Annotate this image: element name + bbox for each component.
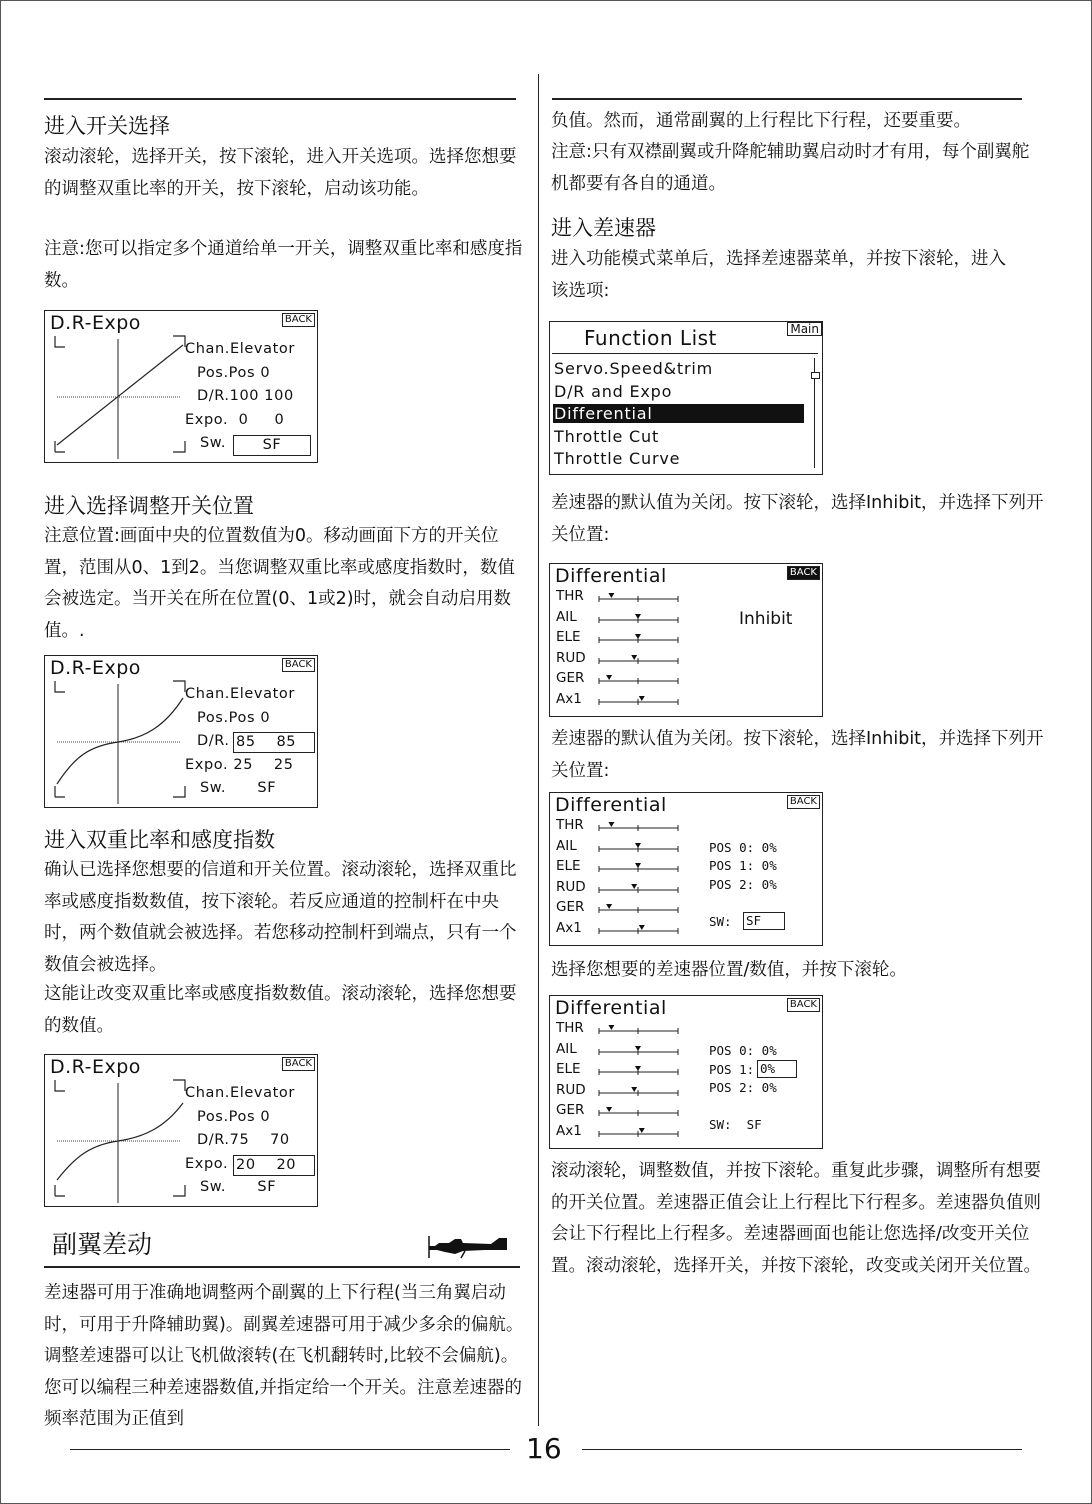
switch-value-box[interactable]: SF bbox=[743, 912, 785, 930]
position-label: Pos.Pos 0 bbox=[197, 365, 271, 381]
slider-marker bbox=[639, 1128, 645, 1133]
channel-slider bbox=[598, 821, 680, 831]
right-top-rule bbox=[552, 98, 1022, 100]
switch-label: SW: bbox=[709, 914, 732, 929]
screen-title: D.R-Expo bbox=[50, 312, 141, 334]
dr-expo-screen-3 bbox=[44, 1054, 318, 1207]
channel-slider bbox=[598, 1127, 680, 1137]
channel-label: GER bbox=[556, 899, 585, 915]
paragraph-adjust-switch-position: 注意位置:画面中央的位置数值为0。移动画面下方的开关位置，范围从0、1到2。当您调整双重比率或感度指数时，数值会被选定。当开关在所在位置(0、1或2)时，就会自动启用数值。. bbox=[44, 526, 515, 641]
screen-title: Differential bbox=[555, 565, 667, 587]
switch-value[interactable]: Sw. SF bbox=[200, 1179, 277, 1195]
channel-slider bbox=[598, 633, 680, 643]
channel-label: AIL bbox=[556, 608, 577, 625]
channel-slider bbox=[598, 924, 680, 934]
differential-screen-3 bbox=[549, 995, 823, 1149]
expo-value[interactable]: Expo. 0 0 bbox=[185, 412, 285, 428]
back-button[interactable]: BACK bbox=[282, 658, 315, 672]
section-rule bbox=[44, 1266, 520, 1268]
channel-slider bbox=[598, 1045, 680, 1055]
airplane-icon bbox=[425, 1232, 511, 1260]
dr-expo-screen-1 bbox=[44, 310, 318, 463]
function-list-screen bbox=[549, 321, 823, 475]
paragraph-enter-differential: 进入功能模式菜单后，选择差速器菜单，并按下滚轮，进入该选项: bbox=[551, 249, 1006, 301]
expo-label: Expo. bbox=[185, 1156, 229, 1172]
channel-label: RUD bbox=[556, 1081, 586, 1098]
channel-label: THR bbox=[556, 588, 584, 604]
paragraph-default-inhibit: 差速器的默认值为关闭。按下滚轮，选择Inhibit，并选择下列开关位置: bbox=[551, 493, 1044, 545]
channel-label: ELE bbox=[556, 858, 581, 874]
column-divider bbox=[538, 74, 539, 1426]
back-button[interactable]: BACK bbox=[282, 313, 315, 327]
differential-screen-1 bbox=[549, 563, 823, 717]
channel-label: Chan.Elevator bbox=[185, 686, 295, 702]
pos-2-value[interactable]: POS 2: 0% bbox=[709, 877, 777, 892]
back-button[interactable]: BACK bbox=[787, 795, 820, 809]
channel-slider bbox=[598, 613, 680, 623]
position-label: Pos.Pos 0 bbox=[197, 710, 271, 726]
slider-marker bbox=[635, 614, 641, 619]
channel-slider bbox=[598, 654, 680, 664]
paragraph-adjust-values: 滚动滚轮，调整数值，并按下滚轮。重复此步骤，调整所有想要的开关位置。差速器正值会让上行程比下行程多。差速器负值则会让下行程比上行程多。差速器画面也能让您选择/改变开关位置。滚动滚轮，选择开关，并按下滚轮，改变或关闭开关位置。 bbox=[551, 1161, 1041, 1276]
channel-slider bbox=[598, 862, 680, 872]
heading-enter-differential: 进入差速器 bbox=[551, 216, 656, 240]
channel-slider bbox=[598, 1086, 680, 1096]
left-top-rule bbox=[44, 98, 516, 100]
channel-label: GER bbox=[556, 670, 585, 686]
back-button[interactable]: BACK bbox=[282, 1057, 315, 1071]
pos-2-value[interactable]: POS 2: 0% bbox=[709, 1080, 777, 1095]
main-button[interactable]: Main bbox=[787, 322, 822, 336]
title-divider bbox=[552, 353, 818, 354]
dr-expo-screen-2 bbox=[44, 655, 318, 808]
back-button[interactable]: BACK bbox=[787, 998, 820, 1012]
slider-marker bbox=[635, 1066, 641, 1071]
paragraph-switch-select: 滚动滚轮，选择开关，按下滚轮，进入开关选项。选择您想要的调整双重比率的开关，按下滚轮，启动该功能。 bbox=[44, 147, 517, 199]
inhibit-status[interactable]: Inhibit bbox=[739, 609, 793, 629]
channel-slider bbox=[598, 674, 680, 684]
slider-marker bbox=[608, 822, 614, 827]
channel-slider bbox=[598, 1065, 680, 1075]
footer-rule-right bbox=[582, 1449, 1022, 1450]
paragraph-negative-values: 负值。然而，通常副翼的上行程比下行程，还要重要。 bbox=[551, 111, 971, 131]
channel-label: AIL bbox=[556, 1040, 577, 1057]
function-list-item[interactable]: Throttle Curve bbox=[554, 449, 681, 468]
channel-label: RUD bbox=[556, 649, 586, 666]
slider-marker bbox=[639, 925, 645, 930]
differential-screen-2 bbox=[549, 792, 823, 946]
dr-label: D/R. bbox=[197, 733, 230, 749]
expo-value[interactable]: Expo. 25 25 bbox=[185, 757, 294, 773]
slider-marker bbox=[635, 863, 641, 868]
screen-title: D.R-Expo bbox=[50, 657, 141, 679]
slider-marker bbox=[608, 1025, 614, 1030]
function-list-item[interactable]: Throttle Cut bbox=[554, 426, 660, 446]
function-list-item[interactable]: D/R and Expo bbox=[554, 381, 673, 401]
paragraph-select-position: 选择您想要的差速器位置/数值，并按下滚轮。 bbox=[551, 960, 907, 980]
channel-slider bbox=[598, 842, 680, 852]
pos-0-value[interactable]: POS 0: 0% bbox=[709, 840, 777, 855]
slider-marker bbox=[635, 1046, 641, 1051]
page-number: 16 bbox=[526, 1432, 562, 1465]
channel-label: ELE bbox=[556, 629, 581, 645]
channel-label: RUD bbox=[556, 878, 586, 895]
slider-marker bbox=[606, 904, 612, 909]
scrollbar-thumb[interactable] bbox=[811, 372, 820, 379]
channel-slider bbox=[598, 695, 680, 705]
dr-value-box[interactable]: 85 85 bbox=[233, 732, 315, 753]
slider-marker bbox=[639, 696, 645, 701]
pos-1-value-box[interactable]: 0% bbox=[757, 1060, 797, 1078]
switch-label: Sw. bbox=[200, 435, 227, 451]
paragraph-dr-expo-2: 这能让改变双重比率或感度指数数值。滚动滚轮，选择您想要的数值。 bbox=[44, 984, 517, 1036]
position-label: Pos.Pos 0 bbox=[197, 1109, 271, 1125]
slider-marker bbox=[608, 593, 614, 598]
heading-switch-select: 进入开关选择 bbox=[44, 114, 170, 138]
pos-1-value[interactable]: POS 1: 0% bbox=[709, 858, 777, 873]
heading-adjust-switch-position: 进入选择调整开关位置 bbox=[44, 494, 254, 518]
screen-title: Function List bbox=[584, 326, 717, 350]
dr-value[interactable]: D/R.100 100 bbox=[197, 388, 294, 404]
channel-label: Chan.Elevator bbox=[185, 341, 295, 357]
screen-title: Differential bbox=[555, 794, 667, 816]
note-switch-select: 注意:您可以指定多个通道给单一开关，调整双重比率和感度指数。 bbox=[44, 239, 523, 291]
slider-marker bbox=[631, 655, 637, 660]
switch-value[interactable]: SW: SF bbox=[709, 1117, 762, 1132]
switch-value-box[interactable]: SF bbox=[233, 435, 311, 456]
channel-label: GER bbox=[556, 1102, 585, 1118]
channel-label: Ax1 bbox=[556, 1122, 582, 1139]
channel-slider bbox=[598, 1024, 680, 1034]
paragraph-dr-expo: 确认已选择您想要的信道和开关位置。滚动滚轮，选择双重比率或感度指数数值，按下滚轮。若反应通道的控制杆在中央时，两个数值就会被选择。若您移动控制杆到端点，只有一个数值会被选择。 bbox=[44, 860, 517, 975]
channel-label: THR bbox=[556, 1020, 584, 1036]
slider-marker bbox=[635, 843, 641, 848]
heading-dr-expo: 进入双重比率和感度指数 bbox=[44, 828, 275, 852]
screen-title: Differential bbox=[555, 997, 667, 1019]
channel-label: Ax1 bbox=[556, 690, 582, 707]
switch-value[interactable]: Sw. SF bbox=[200, 780, 277, 796]
channel-label: THR bbox=[556, 817, 584, 833]
dr-value[interactable]: D/R.75 70 bbox=[197, 1132, 290, 1148]
note-flaperon: 注意:只有双襟副翼或升降舵辅助翼启动时才有用，每个副翼舵机都要有各自的通道。 bbox=[551, 142, 1030, 194]
channel-slider bbox=[598, 1106, 680, 1116]
channel-slider bbox=[598, 903, 680, 913]
pos-1-label: POS 1: bbox=[709, 1062, 755, 1077]
channel-label: ELE bbox=[556, 1061, 581, 1077]
slider-marker bbox=[631, 884, 637, 889]
pos-0-value[interactable]: POS 0: 0% bbox=[709, 1043, 777, 1058]
channel-label: Chan.Elevator bbox=[185, 1085, 295, 1101]
slider-marker bbox=[631, 1087, 637, 1092]
section-title-aileron-differential: 副翼差动 bbox=[52, 1230, 153, 1259]
function-list-item[interactable]: Differential bbox=[553, 404, 804, 423]
channel-label: AIL bbox=[556, 837, 577, 854]
channel-label: Ax1 bbox=[556, 919, 582, 936]
slider-marker bbox=[606, 1107, 612, 1112]
slider-marker bbox=[606, 675, 612, 680]
footer-rule-left bbox=[70, 1449, 510, 1450]
channel-slider bbox=[598, 592, 680, 602]
expo-value-box[interactable]: 20 20 bbox=[233, 1155, 315, 1176]
function-list-item[interactable]: Servo.Speed&trim bbox=[554, 359, 713, 378]
slider-marker bbox=[635, 634, 641, 639]
back-button[interactable]: BACK bbox=[787, 566, 820, 580]
paragraph-default-inhibit-2: 差速器的默认值为关闭。按下滚轮，选择Inhibit，并选择下列开关位置: bbox=[551, 729, 1044, 781]
paragraph-aileron-differential: 差速器可用于准确地调整两个副翼的上下行程(当三角翼启动时，可用于升降辅助翼)。副翼差速器可用于减少多余的偏航。调整差速器可以让飞机做滚转(在飞机翻转时,比较不会偏航)。您可以编程三种差速器数值,并指定给一个开关。注意差速器的频率范围为正值到 bbox=[44, 1283, 524, 1429]
channel-slider bbox=[598, 883, 680, 893]
screen-title: D.R-Expo bbox=[50, 1056, 141, 1078]
